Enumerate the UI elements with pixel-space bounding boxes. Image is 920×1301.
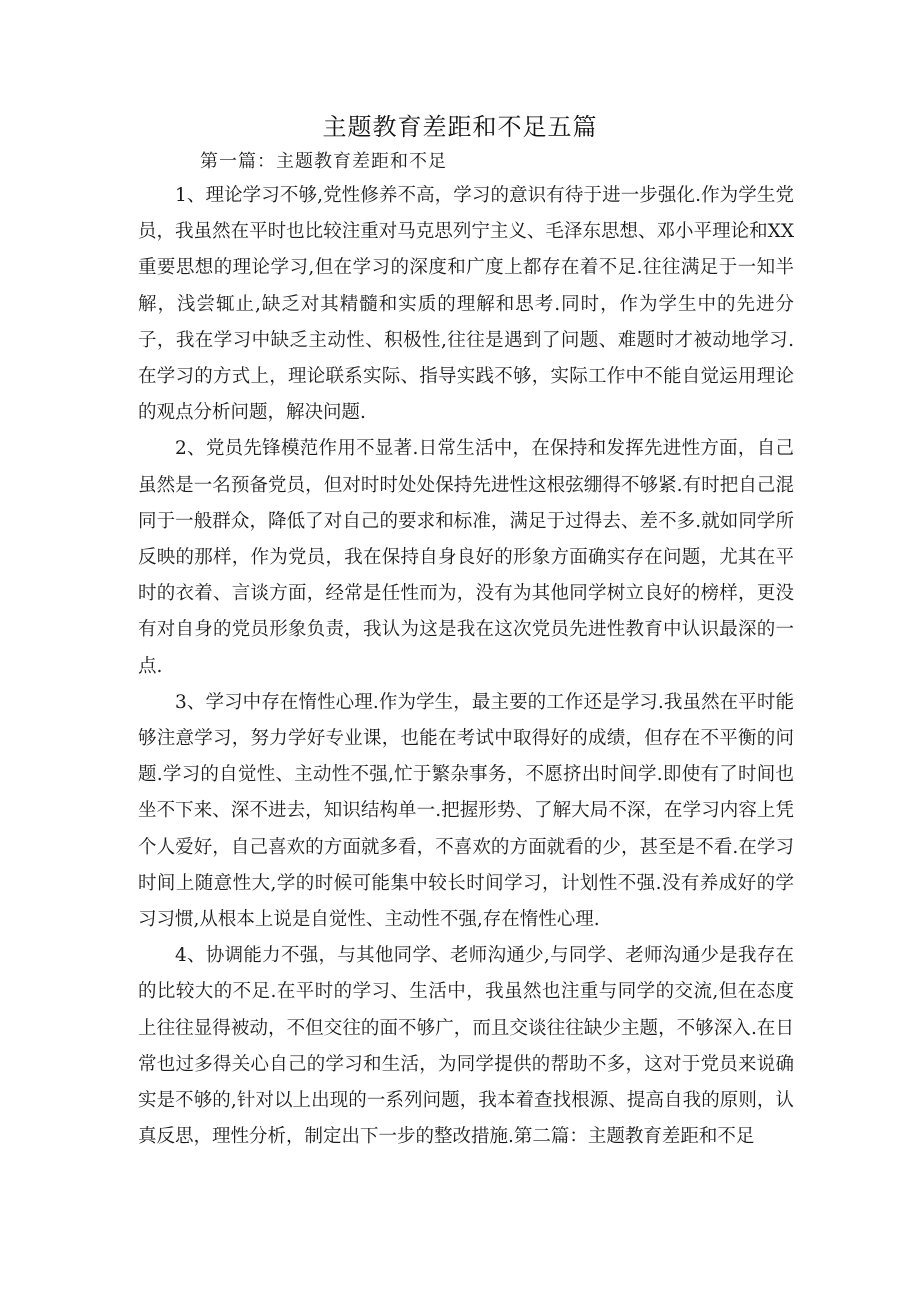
document-title: 主题教育差距和不足五篇 (322, 113, 598, 141)
paragraph-3: 3、学习中存在惰性心理.作为学生，最主要的工作还是学习.我虽然在平时能够注意学习，努力学好专业课，也能在考试中取得好的成绩，但存在不平衡的问题.学习的自觉性、主动性不强,忙于繁杂事务，不愿挤出时间学.即使有了时间也坐不下来、深不进去，知识结构单一.把握形势、了解大局不深，在学习内容上凭个人爱好，自己喜欢的方面就多看，不喜欢的方面就看的少，甚至是不看.在学习时间上随意性大,学的时候可能集中较长时间学习，计划性不强.没有养成好的学习习惯,从根本上说是自觉性、主动性不强,存在惰性心理. (138, 691, 794, 931)
document-body (138, 178, 794, 1155)
paragraph-4: 4、协调能力不强，与其他同学、老师沟通少,与同学、老师沟通少是我存在的比较大的不足.在平时的学习、生活中，我虽然也注重与同学的交流,但在态度上往往显得被动，不但交往的面不够广，而且交谈往往缺少主题，不够深入.在日常也过多得关心自己的学习和生活，为同学提供的帮助不多，这对于党员来说确实是不够的,针对以上出现的一系列问题，我本着查找根源、提高自我的原则，认真反思，理性分析，制定出下一步的整改措施.第二篇：主题教育差距和不足 (138, 945, 794, 1148)
section-heading: 第一篇：主题教育差距和不足 (200, 151, 447, 172)
paragraph-1: 1、理论学习不够,党性修养不高，学习的意识有待于进一步强化.作为学生党员，我虽然在平时也比较注重对马克思列宁主义、毛泽东思想、邓小平理论和XX重要思想的理论学习,但在学习的深度和广度上都存在着不足.往往满足于一知半解，浅尝辄止,缺乏对其精髓和实质的理解和思考.同时，作为学生中的先进分子，我在学习中缺乏主动性、积极性,往往是遇到了问题、难题时才被动地学习.在学习的方式上，理论联系实际、指导实践不够，实际工作中不能自觉运用理论的观点分析问题，解决问题. (138, 185, 794, 424)
paragraph-2: 2、党员先锋模范作用不显著.日常生活中，在保持和发挥先进性方面，自己虽然是一名预备党员，但对时时处处保持先进性这根弦绷得不够紧.有时把自己混同于一般群众，降低了对自己的要求和标准，满足于过得去、差不多.就如同学所反映的那样，作为党员，我在保持自身良好的形象方面确实存在问题，尤其在平时的衣着、言谈方面，经常是任性而为，没有为其他同学树立良好的榜样，更没有对自身的党员形象负责，我认为这是我在这次党员先进性教育中认识最深的一点. (138, 438, 794, 677)
